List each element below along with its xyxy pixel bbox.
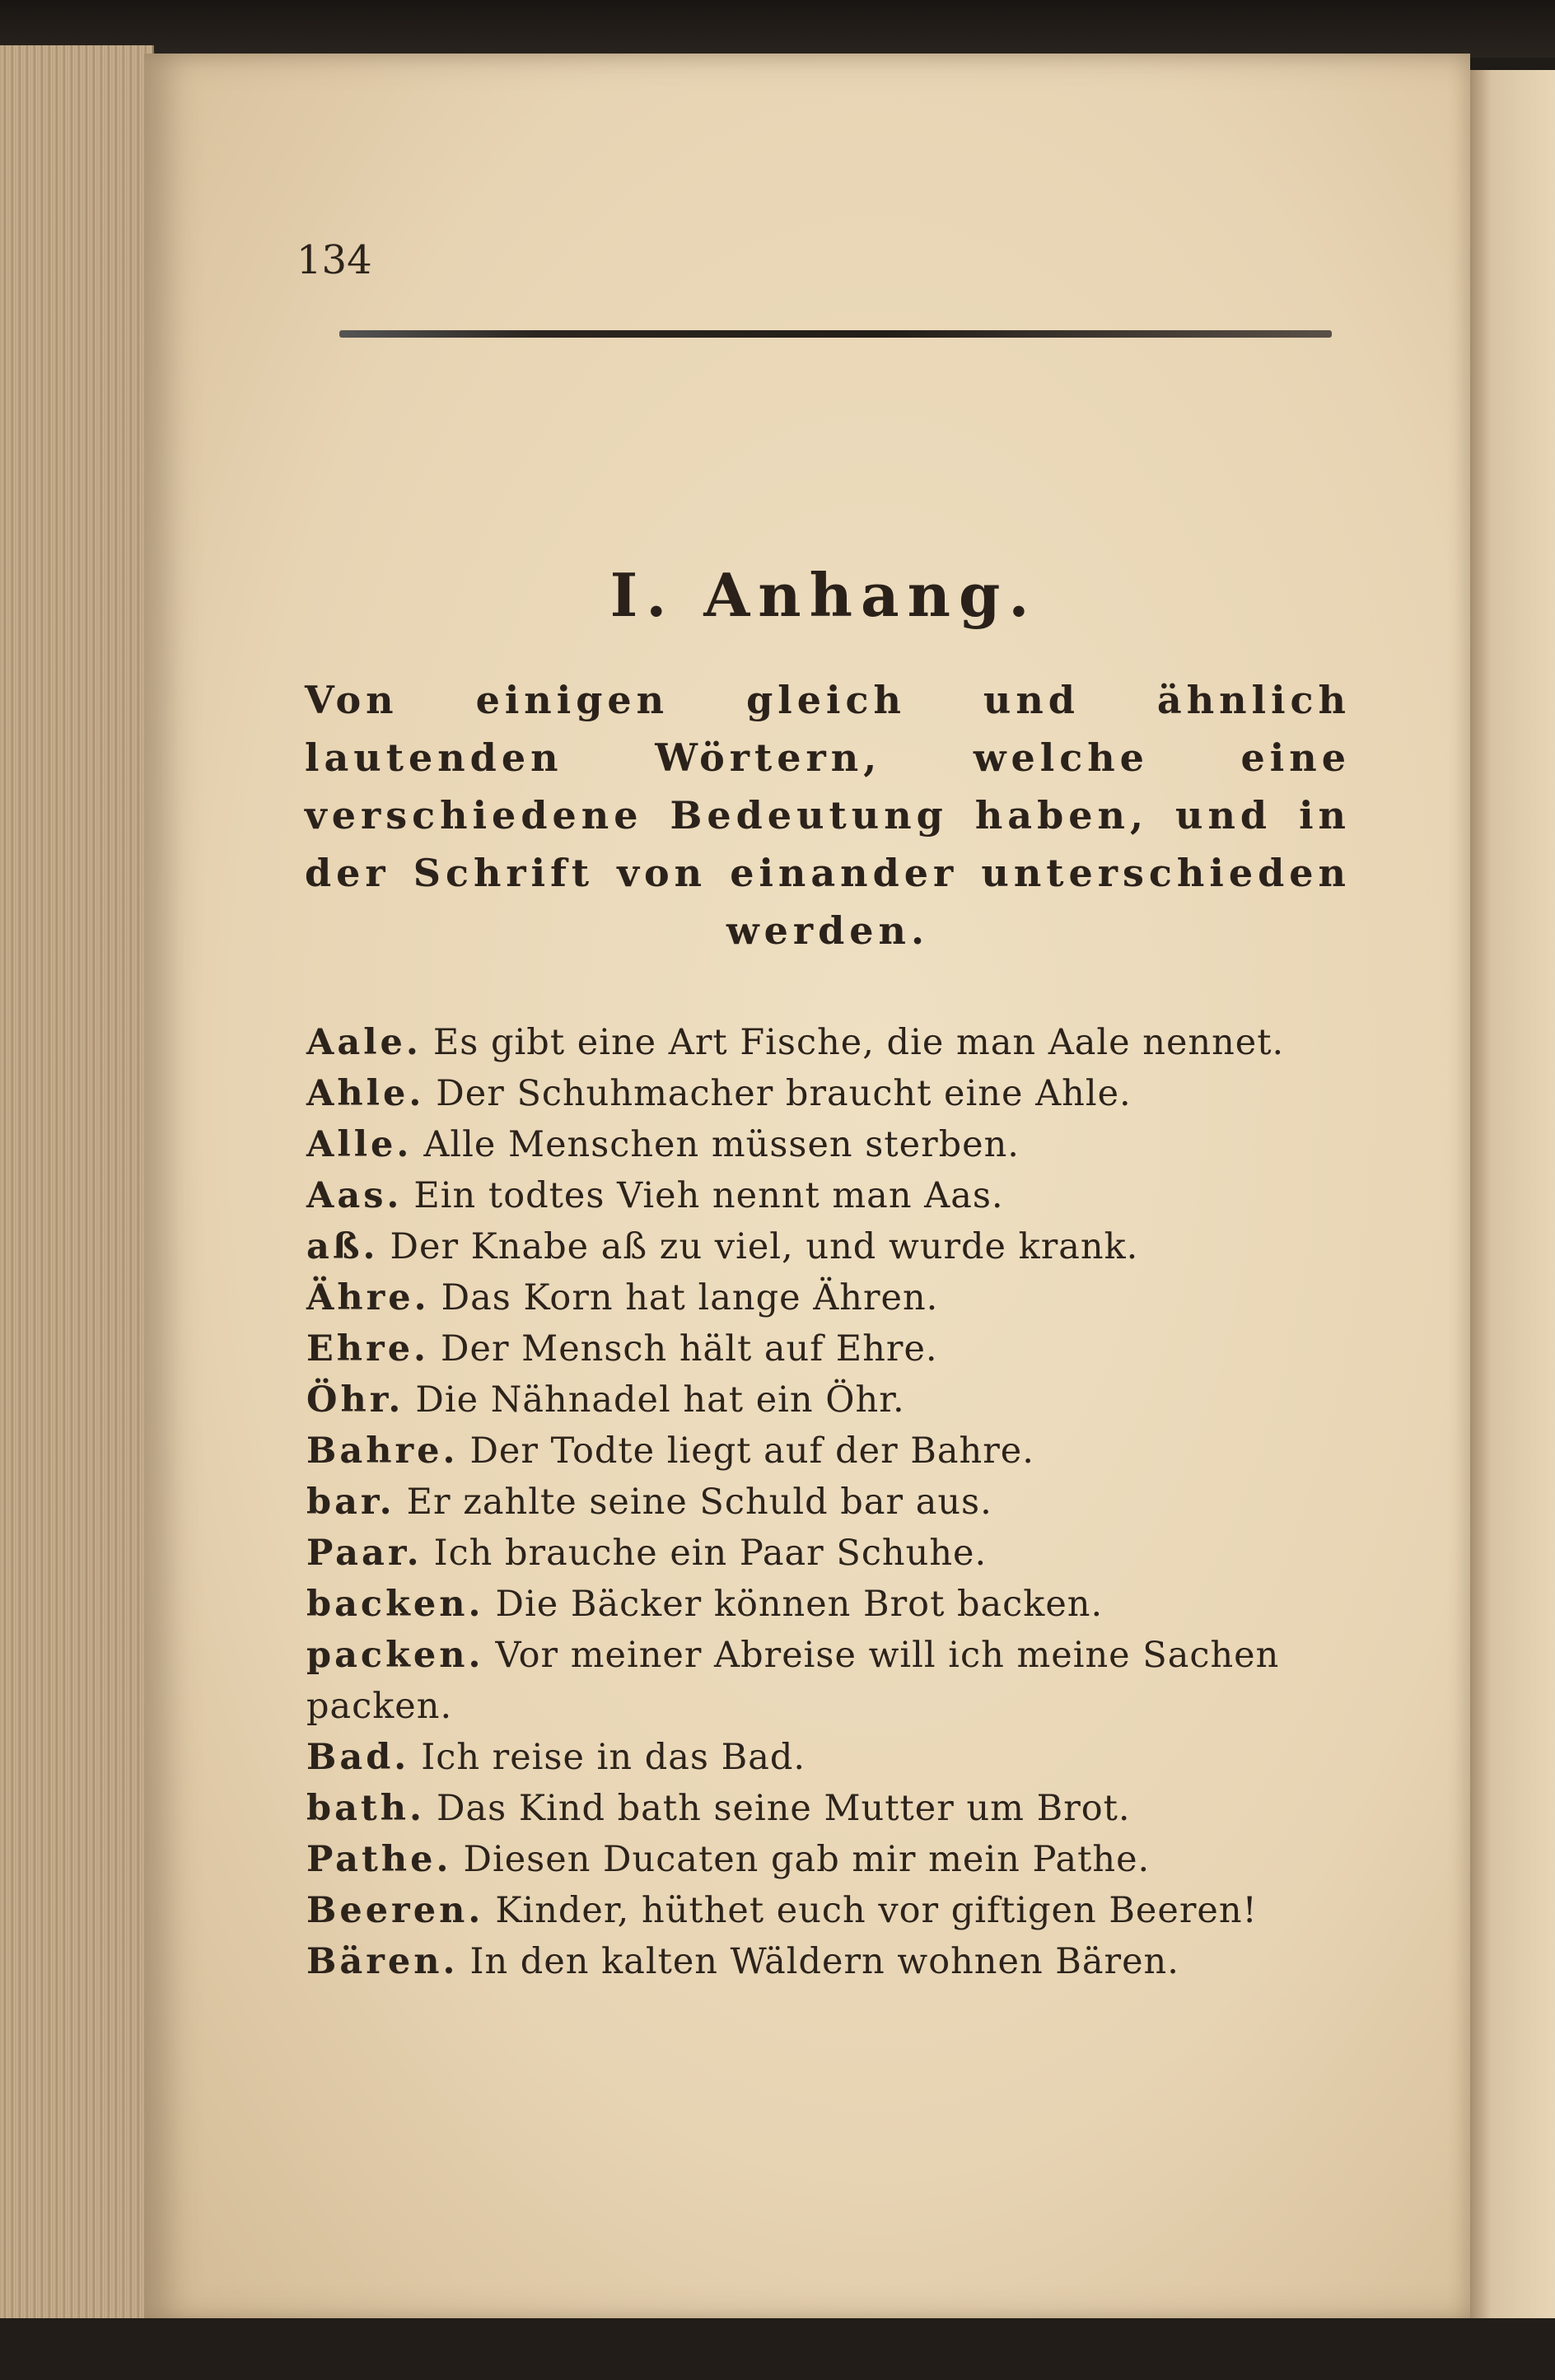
entry-sentence: Die Nähnadel hat ein Öhr. — [415, 1379, 905, 1421]
entry-word: Ehre. — [306, 1328, 430, 1370]
entry-sentence: Vor meiner Abreise will ich meine Sachen packen. — [306, 1635, 1280, 1727]
word-entry — [306, 1579, 1352, 1630]
entry-word: Bahre. — [306, 1430, 459, 1472]
word-entry — [306, 1323, 1352, 1374]
word-entry — [306, 1885, 1352, 1936]
entry-sentence: In den kalten Wäldern wohnen Bären. — [469, 1941, 1179, 1982]
entry-word: Paar. — [306, 1533, 423, 1574]
entry-sentence: Das Korn hat lange Ähren. — [441, 1277, 939, 1318]
word-entry — [306, 1068, 1352, 1119]
entry-sentence: Ich brauche ein Paar Schuhe. — [433, 1533, 988, 1574]
word-entry — [306, 1017, 1352, 1068]
header-rule — [339, 330, 1332, 338]
entry-word: Öhr. — [306, 1379, 404, 1421]
entry-sentence: Kinder, hüthet euch vor giftigen Beeren! — [495, 1890, 1258, 1931]
entry-word: packen. — [306, 1635, 484, 1676]
entry-sentence: Der Schuhmacher braucht eine Ahle. — [436, 1073, 1132, 1114]
section-subtitle: Von einigen gleich und ähnlich lautenden Wörtern, welche eine verschiedene Bedeutung haben, und in der Schrift von einander unterschieden werden. — [305, 678, 1351, 953]
entry-word: Aale. — [306, 1022, 422, 1063]
entry-sentence: Alle Menschen müssen sterben. — [423, 1124, 1020, 1165]
entry-sentence: Es gibt eine Art Fische, die man Aale nennet. — [432, 1022, 1285, 1063]
entry-sentence: Ein todtes Vieh nennt man Aas. — [413, 1175, 1004, 1216]
entry-word: Alle. — [306, 1124, 413, 1165]
scan-background-bottom — [0, 2318, 1555, 2380]
word-entry — [306, 1374, 1352, 1426]
word-entry — [306, 1170, 1352, 1221]
facing-page-edge — [1470, 70, 1555, 2343]
word-entry — [306, 1630, 1352, 1732]
word-entry — [306, 1119, 1352, 1170]
entry-word: Ähre. — [306, 1277, 430, 1318]
entry-sentence: Der Todte liegt auf der Bahre. — [469, 1430, 1034, 1472]
word-entry — [306, 1272, 1352, 1323]
page-edges — [0, 45, 154, 2318]
word-entry — [306, 1834, 1352, 1885]
entry-word: Pathe. — [306, 1839, 452, 1880]
entry-sentence: Das Kind bath seine Mutter um Brot. — [437, 1788, 1131, 1829]
entry-word: Beeren. — [306, 1890, 484, 1931]
entry-sentence: Diesen Ducaten gab mir mein Pathe. — [463, 1839, 1151, 1880]
entry-word: backen. — [306, 1584, 484, 1625]
word-entry — [306, 1783, 1352, 1834]
word-entry — [306, 1477, 1352, 1528]
entry-word: Aas. — [306, 1175, 403, 1216]
word-entry — [306, 1221, 1352, 1272]
page-number: 134 — [297, 237, 372, 283]
word-entry — [306, 1528, 1352, 1579]
entry-word: Ahle. — [306, 1073, 425, 1114]
entry-sentence: Er zahlte seine Schuld bar aus. — [406, 1482, 992, 1523]
entry-word: Bad. — [306, 1737, 410, 1778]
scan-background — [0, 0, 1555, 58]
entry-word: Bären. — [306, 1941, 459, 1982]
entry-sentence: Die Bäcker können Brot backen. — [495, 1584, 1104, 1625]
entry-word: bar. — [306, 1482, 395, 1523]
entry-sentence: Ich reise in das Bad. — [421, 1737, 806, 1778]
entry-sentence: Der Mensch hält auf Ehre. — [441, 1328, 938, 1370]
entry-word: aß. — [306, 1226, 379, 1267]
section-heading: I. Anhang. — [609, 560, 1038, 630]
entry-sentence: Der Knabe aß zu viel, und wurde krank. — [390, 1226, 1139, 1267]
entry-word: bath. — [306, 1788, 426, 1829]
word-list — [306, 1017, 1352, 1987]
word-entry — [306, 1426, 1352, 1477]
word-entry — [306, 1732, 1352, 1783]
word-entry — [306, 1936, 1352, 1987]
